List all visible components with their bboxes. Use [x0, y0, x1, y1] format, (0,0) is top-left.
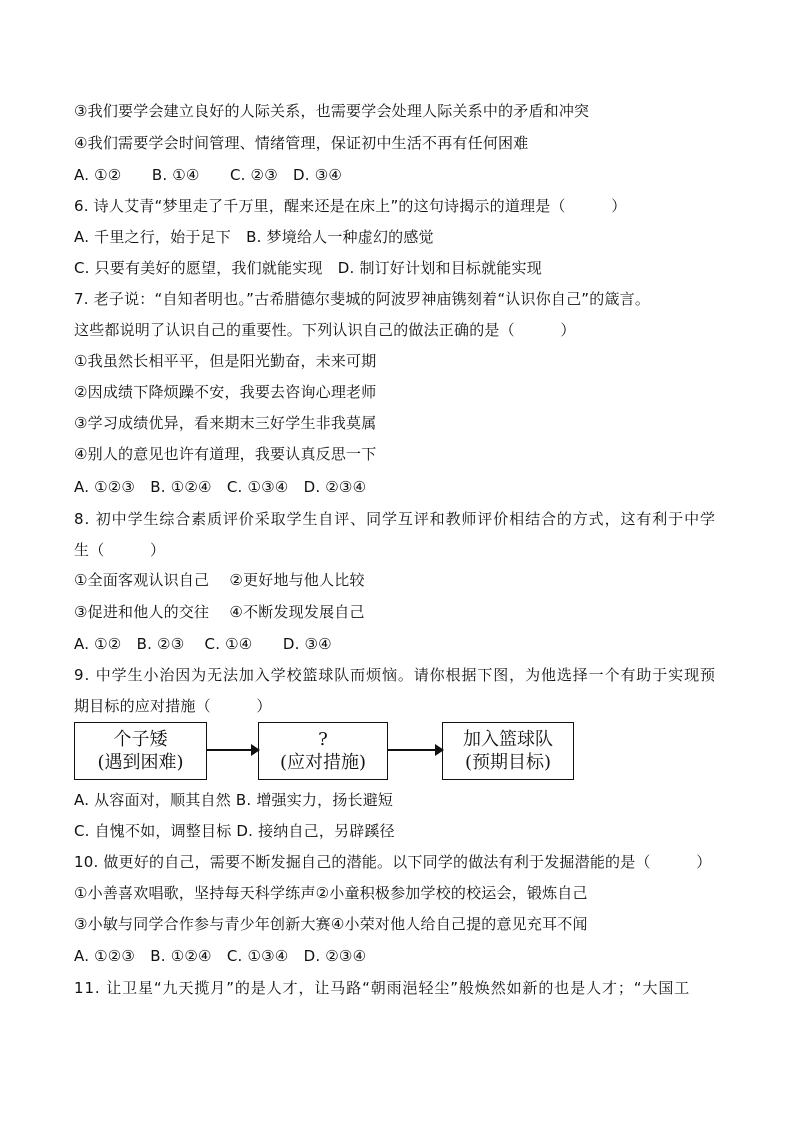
- goal-box: [442, 722, 574, 780]
- q7-stem-line1: 7. 老子说：“自知者明也。”古希腊德尔斐城的阿波罗神庙镌刻着“认识你自己”的箴言。: [74, 290, 651, 308]
- q9-stem-line2: 期目标的应对措施（ ）: [74, 697, 272, 715]
- q7-statement-1: ①我虽然长相平平，但是阳光勤奋，未来可期: [74, 352, 377, 370]
- q11-stem-line1: 11. 让卫星“九天揽月”的是人才，让马路“朝雨浥轻尘”般焕然如新的也是人才；“大国工: [74, 979, 691, 997]
- goal-caption: (预期目标): [464, 752, 552, 773]
- q8-choices: A. ①② B. ②③ C. ①④ D. ③④: [74, 635, 332, 653]
- q7-statement-3: ③学习成绩优异，看来期末三好学生非我莫属: [74, 414, 377, 432]
- q9-flow-diagram: [74, 722, 574, 784]
- q5-choices: A. ①② B. ①④ C. ②③ D. ③④: [74, 166, 343, 184]
- q8-statements-34: ③促进和他人的交往 ④不断发现发展自己: [74, 603, 365, 621]
- measure-box: [258, 722, 388, 780]
- q10-statements-12: ①小善喜欢唱歌，坚持每天科学练声②小童积极参加学校的校运会，锻炼自己: [74, 884, 588, 902]
- q10-stem: 10. 做更好的自己，需要不断发掘自己的潜能。以下同学的做法有利于发掘潜能的是（ ）: [74, 853, 712, 871]
- arrow-right-icon: [207, 749, 258, 751]
- q6-stem: 6. 诗人艾青“梦里走了千万里，醒来还是在床上”的这句诗揭示的道理是（ ）: [74, 197, 627, 215]
- option-statement-4: ④我们需要学会时间管理、情绪管理，保证初中生活不再有任何困难: [74, 134, 529, 152]
- difficulty-caption: (遇到困难): [97, 752, 184, 773]
- goal-text: 加入篮球队: [463, 729, 553, 750]
- measure-caption: (应对措施): [279, 752, 367, 773]
- q10-choices: A. ①②③ B. ①②④ C. ①③④ D. ②③④: [74, 947, 367, 965]
- q7-statement-4: ④别人的意见也许有道理，我要认真反思一下: [74, 445, 377, 463]
- option-statement-3: ③我们要学会建立良好的人际关系，也需要学会处理人际关系中的矛盾和冲突: [74, 102, 590, 120]
- q9-stem-line1: 9. 中学生小治因为无法加入学校篮球队而烦恼。请你根据下图，为他选择一个有助于实现预: [74, 666, 716, 684]
- q10-statements-34: ③小敏与同学合作参与青少年创新大赛④小荣对他人给自己提的意见充耳不闻: [74, 915, 588, 933]
- difficulty-text: 个子矮: [113, 729, 168, 750]
- difficulty-box: [74, 722, 207, 780]
- q7-choices: A. ①②③ B. ①②④ C. ①③④ D. ②③④: [74, 478, 367, 496]
- q9-choices-cd: C. 自愧不如，调整目标 D. 接纳自己，另辟蹊径: [74, 822, 395, 840]
- q9-choices-ab: A. 从容面对，顺其自然 B. 增强实力，扬长避短: [74, 791, 394, 809]
- arrow-right-icon: [388, 749, 442, 751]
- q6-choices-cd: C. 只要有美好的愿望，我们就能实现 D. 制订好计划和目标就能实现: [74, 259, 542, 277]
- q7-stem-line2: 这些都说明了认识自己的重要性。下列认识自己的做法正确的是（ ）: [74, 321, 576, 339]
- q8-statements-12: ①全面客观认识自己 ②更好地与他人比较: [74, 571, 365, 589]
- q8-stem-line1: 8. 初中学生综合素质评价采取学生自评、同学互评和教师评价相结合的方式，这有利于中学: [74, 510, 716, 528]
- q7-statement-2: ②因成绩下降烦躁不安，我要去咨询心理老师: [74, 383, 377, 401]
- measure-text: ?: [318, 729, 328, 750]
- q6-choices-ab: A. 千里之行，始于足下 B. 梦境给人一种虚幻的感觉: [74, 228, 434, 246]
- q8-stem-line2: 生（ ）: [74, 541, 166, 559]
